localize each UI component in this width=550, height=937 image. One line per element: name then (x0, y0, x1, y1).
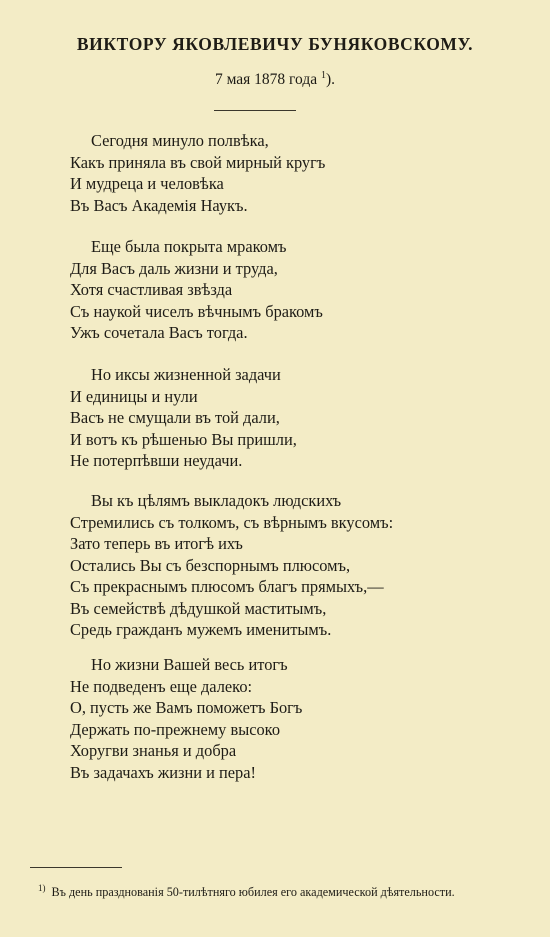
verse-line: И мудреца и человѣка (70, 174, 224, 193)
verse-line: Еще была покрыта мракомъ (91, 237, 287, 256)
verse-line: Зато теперь въ итогѣ ихъ (70, 534, 243, 553)
verse-line: Но иксы жизненной задачи (91, 365, 281, 384)
poem-date (0, 70, 550, 89)
date-suffix: ). (325, 71, 336, 88)
verse-line: Хоругви знанья и добра (70, 741, 237, 760)
verse-line: Хотя счастливая звѣзда (70, 280, 233, 299)
verse-line: Сегодня минуло полвѣка, (91, 131, 269, 150)
stanza-4 (70, 490, 540, 641)
footnote (38, 883, 548, 900)
footnote-marker: 1) (38, 883, 46, 893)
verse-line: Но жизни Вашей весь итогъ (91, 655, 288, 674)
verse-line: Въ задачахъ жизни и пера! (70, 762, 256, 782)
verse-line: О, пусть же Вамъ поможетъ Богъ (70, 698, 303, 717)
verse-line: И вотъ къ рѣшенью Вы пришли, (70, 429, 297, 449)
verse-line: Не потерпѣвши неудачи. (70, 451, 243, 470)
verse-line: Васъ не смущали въ той дали, (70, 408, 280, 427)
verse-line: Въ семействѣ дѣдушкой маститымъ, (70, 598, 327, 618)
verse-line: Средь гражданъ мужемъ именитымъ. (70, 620, 332, 639)
stanza-1 (70, 130, 540, 216)
poem-title: ВИКТОРУ ЯКОВЛЕВИЧУ БУНЯКОВСКОМУ. (76, 34, 474, 54)
verse-line: И единицы и нули (70, 386, 198, 406)
verse-line: Вы къ цѣлямъ выкладокъ людскихъ (91, 491, 342, 510)
verse-line: Для Васъ даль жизни и труда, (70, 258, 278, 278)
verse-line: Стремились съ толкомъ, съ вѣрнымъ вкусомъ: (70, 512, 394, 532)
footnote-divider (30, 867, 122, 868)
verse-line: Держать по-прежнему высоко (70, 719, 281, 739)
verse-line: Не подведенъ еще далеко: (70, 676, 253, 696)
verse-line: Въ Васъ Академія Наукъ. (70, 195, 248, 215)
stanza-2 (70, 236, 540, 344)
title-divider (214, 110, 296, 111)
stanza-3 (70, 364, 540, 472)
verse-line: Съ наукой чиселъ вѣчнымъ бракомъ (70, 301, 323, 321)
date-text: 7 мая 1878 года (214, 71, 318, 88)
verse-line: Остались Вы съ безспорнымъ плюсомъ, (70, 555, 351, 575)
footnote-text: Въ день празднованія 50-тилѣтняго юбилея его академической дѣятельности. (51, 885, 455, 899)
verse-line: Съ прекраснымъ плюсомъ благъ прямыхъ,— (70, 577, 384, 596)
footnote-reference[interactable]: 1 (320, 70, 326, 81)
verse-line: Какъ приняла въ свой мирный кругъ (70, 152, 326, 172)
verse-line: Ужъ сочетала Васъ тогда. (70, 323, 248, 342)
stanza-5 (70, 654, 540, 783)
